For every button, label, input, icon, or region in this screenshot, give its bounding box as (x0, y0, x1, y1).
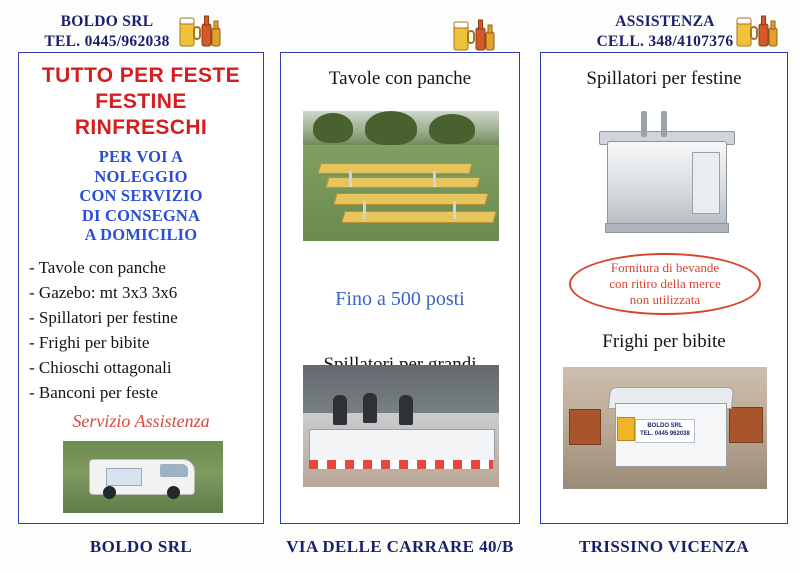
bench-top (317, 163, 472, 174)
panel1-subtitle-line2: NOLEGGIO (94, 166, 188, 186)
panel-tables (280, 52, 520, 524)
tree-icon (313, 113, 353, 143)
supply-stamp-line3: non utilizzata (629, 292, 701, 307)
van-wheel (167, 486, 180, 499)
person-silhouette (333, 395, 347, 425)
van-window (160, 464, 188, 477)
delivery-van-photo (63, 441, 223, 513)
flyer-header (0, 8, 800, 52)
beer-mug-icon (617, 417, 635, 441)
list-item: - Tavole con panche (29, 257, 166, 277)
services-list (19, 255, 263, 405)
panel2-caption-capacity: Fino a 500 posti (335, 288, 465, 310)
panel1-subtitle-line1: PER VOI A (98, 147, 184, 166)
van-logo (106, 468, 142, 486)
header-company-phone: TEL. 0445/962038 (44, 33, 170, 50)
beer-mug-icon (450, 16, 498, 56)
supply-stamp (569, 253, 761, 315)
panel1-title-line2: FESTINE (95, 90, 187, 113)
beer-mug-icon (733, 12, 781, 52)
header-company-contact (22, 12, 192, 52)
footer-address: VIA DELLE CARRARE 40/B (286, 537, 514, 556)
flyer-footer (0, 537, 800, 561)
list-item: - Spillatori per festine (29, 307, 178, 327)
bench-leg (433, 171, 436, 187)
dispenser-control-panel (692, 152, 720, 214)
header-company-name: BOLDO SRL (60, 13, 154, 30)
panel1-title-line3: RINFRESCHI (74, 116, 208, 139)
panel1-subtitle-line3: CON SERVIZIO (79, 186, 203, 205)
panel1-title-line1: TUTTO PER FESTE (41, 64, 241, 87)
dispenser-body (607, 141, 727, 225)
beer-dispenser-photo (569, 105, 761, 253)
panel1-subtitle-line5: A DOMICILIO (84, 225, 198, 244)
safety-tape (309, 460, 493, 469)
tree-icon (365, 111, 417, 145)
bench-top (333, 193, 488, 205)
bench-leg (363, 201, 366, 219)
dispenser-tap (661, 111, 667, 137)
panel3-caption-fridges: Frighi per bibite (602, 331, 726, 352)
supply-stamp-line1: Fornitura di bevande (610, 260, 720, 275)
list-item: - Chioschi ottagonali (29, 357, 172, 377)
panel1-subtitle (19, 147, 263, 245)
dispenser-drip-tray (605, 223, 729, 233)
tables-and-benches-photo (303, 111, 499, 241)
chair-shape (569, 409, 601, 445)
fridge-label-line1: BOLDO SRL (647, 423, 683, 429)
panel1-subtitle-line4: DI CONSEGNA (81, 205, 201, 225)
list-item: - Gazebo: mt 3x3 3x6 (29, 282, 178, 302)
footer-city: TRISSINO VICENZA (579, 537, 749, 556)
person-silhouette (399, 395, 413, 425)
fridge-label-line2: TEL. 0445 962038 (640, 431, 690, 437)
header-assistance-contact (570, 12, 760, 52)
panel-services (18, 52, 264, 524)
footer-company: BOLDO SRL (89, 537, 193, 556)
bench-leg (349, 171, 352, 187)
beer-mug-icon (176, 12, 224, 52)
chair-shape (729, 407, 763, 443)
list-item: - Frighi per bibite (29, 332, 150, 352)
panel-dispensers-fridges (540, 52, 788, 524)
van-wheel (103, 486, 116, 499)
bar-counter (309, 429, 495, 461)
dispenser-tap (641, 111, 647, 137)
panel3-caption-dispensers: Spillatori per festine (586, 68, 742, 89)
supply-stamp-line2: con ritiro della merce (609, 276, 721, 291)
list-item: - Banconi per feste (29, 382, 158, 402)
assistance-note: Servizio Assistenza (72, 410, 210, 431)
header-assistance-label: ASSISTENZA (615, 13, 715, 30)
fridge-logo-label (635, 419, 695, 443)
panel1-title (19, 63, 263, 141)
person-silhouette (363, 393, 377, 423)
drinks-fridge-photo (563, 367, 767, 489)
large-bar-counter-photo (303, 365, 499, 487)
panel2-caption-tables: Tavole con panche (328, 68, 472, 89)
bench-leg (453, 201, 456, 219)
tree-icon (429, 114, 475, 144)
header-assistance-phone: CELL. 348/4107376 (596, 33, 734, 50)
